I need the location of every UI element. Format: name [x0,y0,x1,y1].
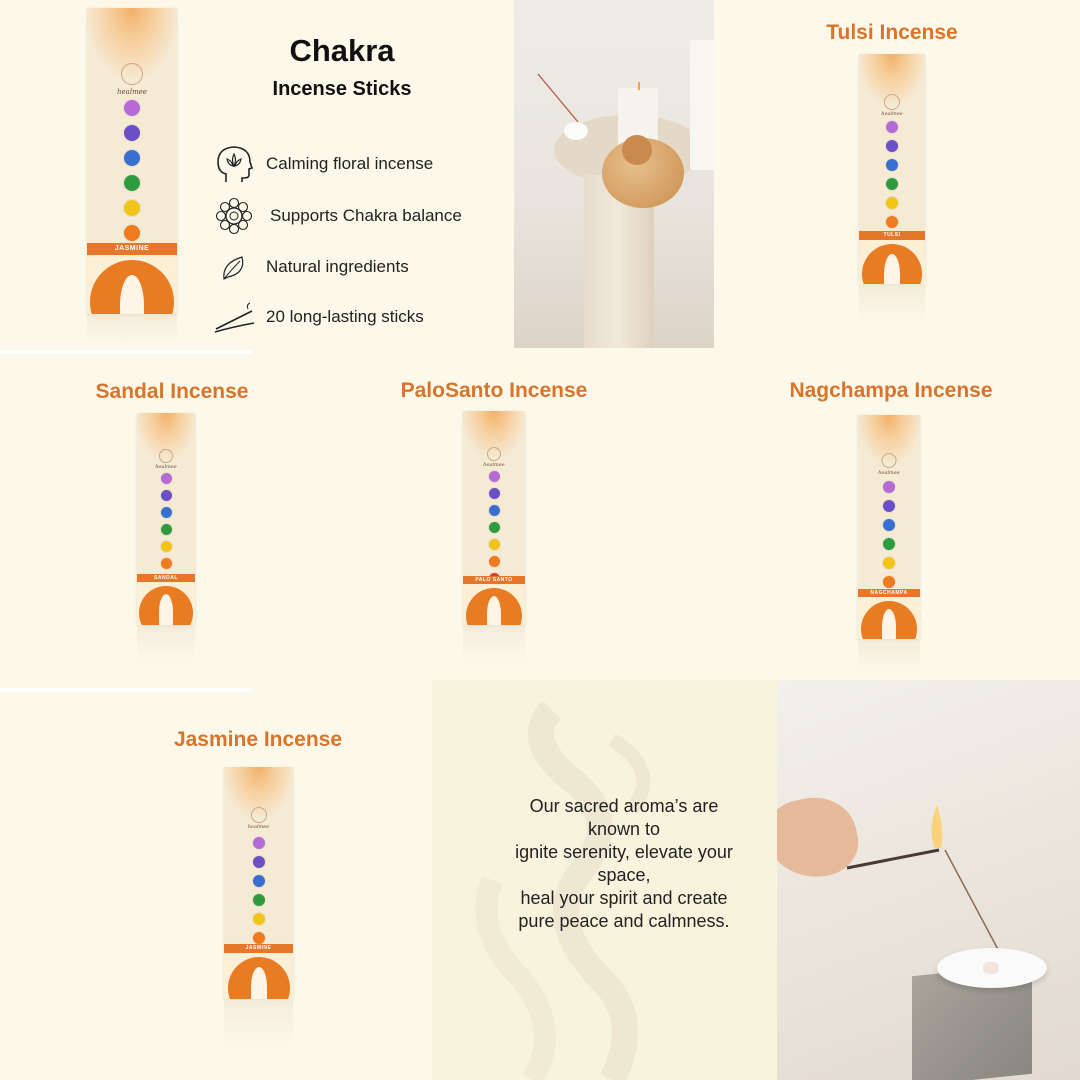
feature-item [212,196,462,236]
brand-logo-icon [159,449,173,463]
hero-title: Chakra [289,33,395,68]
feature-text: 20 long-lasting sticks [266,307,424,326]
chakra-symbol-icon [161,541,172,552]
quote-line: heal your spirit and create [520,888,728,908]
chakra-symbol-icon [253,894,265,906]
chakra-symbol-icon [253,913,265,925]
chakra-symbol-icon [253,856,265,868]
pack-label: TULSI [859,231,925,240]
product-pack [859,54,925,284]
incense-stick-icon [212,297,256,337]
chakra-symbol-icon [161,558,172,569]
chakra-symbol-icon [253,932,265,944]
chakra-symbol-icon [883,481,895,493]
pack-label: JASMINE [224,944,293,953]
product-pack [224,767,293,999]
chakra-symbol-icon [489,556,500,567]
brand-logo-icon [884,94,900,110]
brand-name: healmee [155,464,177,470]
separator-strip [0,688,252,692]
brand-logo-icon [121,63,143,85]
chakra-symbol-icon [886,216,898,228]
brand-name: healmee [483,462,505,468]
chakra-symbol-icon [253,837,265,849]
pack-label: NAGCHAMPA [858,589,920,597]
chakra-symbol-icon [886,159,898,171]
chakra-symbols [463,471,525,590]
chakra-symbol-icon [124,200,140,216]
brand-name: healmee [247,824,270,830]
brand-name: healmee [881,111,903,117]
product-title: PaloSanto Incense [400,379,588,402]
chakra-symbol-icon [489,539,500,550]
feature-item [212,297,424,337]
chakra-symbol-icon [883,500,895,512]
quote-line: known to [587,819,661,839]
chakra-symbol-icon [161,524,172,535]
product-title: Jasmine Incense [173,728,343,751]
chakra-symbol-icon [124,225,140,241]
chakra-flower-icon [212,196,256,236]
leaf-icon [212,247,256,287]
chakra-symbol-icon [883,519,895,531]
product-pack [137,413,195,625]
candles-photo [514,0,714,348]
quote-line: Our sacred aroma’s are [529,796,719,816]
feature-text: Supports Chakra balance [270,206,462,225]
chakra-symbol-icon [489,505,500,516]
chakra-symbol-icon [886,197,898,209]
brand-logo-icon [882,453,897,468]
chakra-symbol-icon [489,488,500,499]
pack-label: JASMINE [87,243,177,255]
feature-item [212,144,433,184]
brand-logo-icon [487,447,501,461]
product-title: Sandal Incense [95,380,249,403]
chakra-symbol-icon [886,121,898,133]
product-title: Tulsi Incense [826,21,958,44]
pack-label: PALO SANTO [463,576,525,584]
chakra-symbol-icon [883,557,895,569]
chakra-symbol-icon [883,538,895,550]
chakra-symbol-icon [161,490,172,501]
chakra-symbol-icon [886,140,898,152]
lotus-head-icon [212,144,256,184]
feature-text: Natural ingredients [266,257,409,276]
brand-name: healmee [117,88,147,96]
chakra-symbol-icon [124,125,140,141]
hero-subtitle: Incense Sticks [272,78,412,100]
product-pack [463,411,525,625]
brand-name: healmee [878,470,900,476]
chakra-symbol-icon [124,100,140,116]
chakra-symbol-icon [489,522,500,533]
chakra-symbol-icon [161,473,172,484]
product-title: Nagchampa Incense [789,379,993,402]
separator-strip [0,350,252,354]
quote-line: space, [597,865,651,885]
chakra-symbol-icon [161,507,172,518]
quote-line: pure peace and calmness. [518,911,730,931]
feature-text: Calming floral incense [266,154,434,173]
chakra-symbol-icon [489,471,500,482]
brand-logo-icon [251,807,267,823]
chakra-symbol-icon [883,576,895,588]
chakra-symbol-icon [886,178,898,190]
lighting-incense-photo [777,680,1080,1080]
hero-pack [87,8,177,314]
chakra-symbol-icon [124,150,140,166]
pack-label: SANDAL [137,574,195,582]
brand-quote [479,795,769,933]
quote-line: ignite serenity, elevate your [515,842,733,862]
chakra-symbol-icon [124,175,140,191]
chakra-symbol-icon [253,875,265,887]
feature-item [212,247,409,287]
product-pack [858,415,920,639]
